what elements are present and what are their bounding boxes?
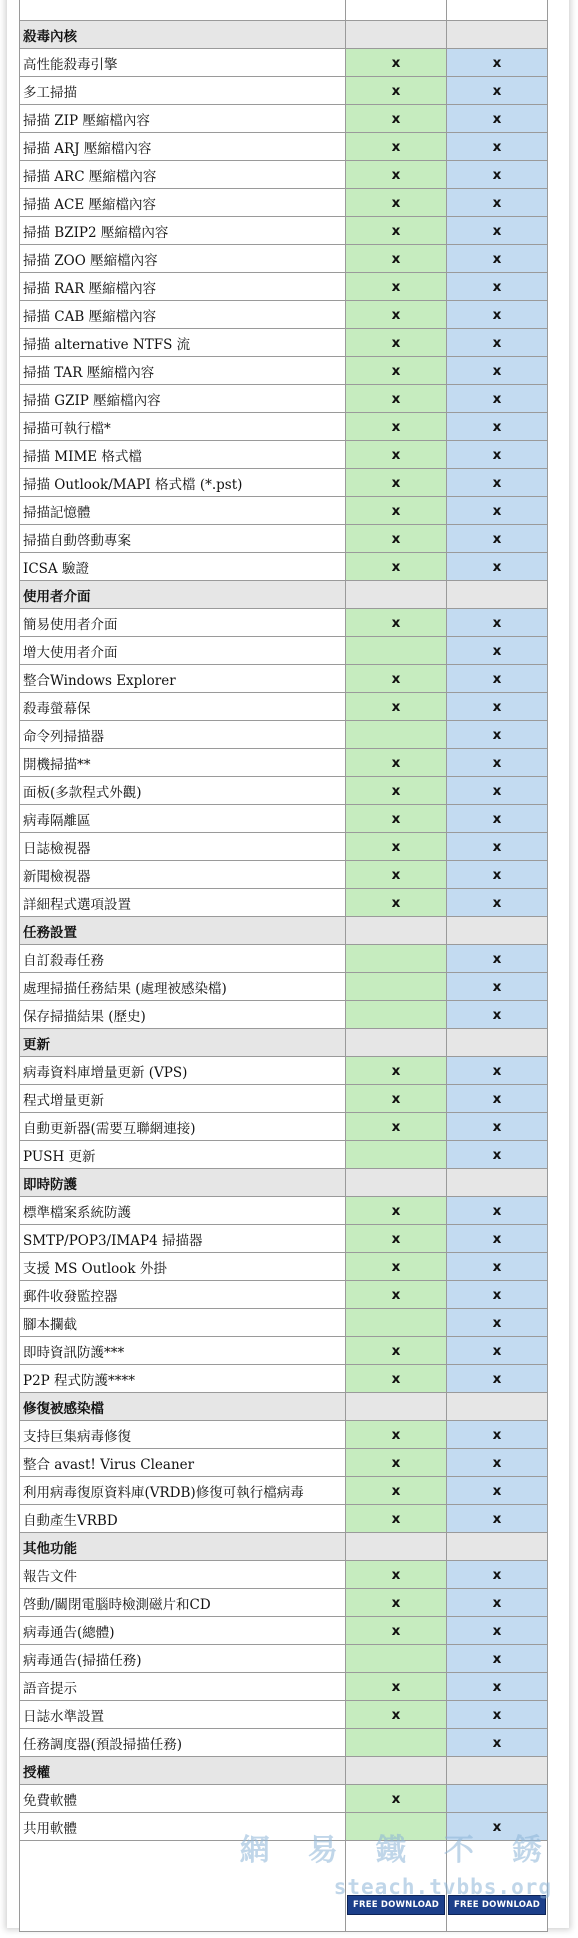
free-edition-mark: x [346, 609, 447, 637]
free-edition-mark [346, 0, 447, 21]
feature-label: 自訂殺毒任務 [20, 945, 346, 973]
pro-edition-mark: x [447, 161, 548, 189]
feature-row [20, 1701, 548, 1729]
pro-edition-mark [447, 581, 548, 609]
pro-edition-mark: x [447, 1337, 548, 1365]
feature-label: 掃描 alternative NTFS 流 [20, 329, 346, 357]
feature-row [20, 217, 548, 245]
free-edition-mark: x [346, 301, 447, 329]
feature-row [20, 1337, 548, 1365]
feature-label: 掃描 RAR 壓縮檔內容 [20, 273, 346, 301]
pro-edition-mark: x [447, 1309, 548, 1337]
pro-edition-mark: x [447, 385, 548, 413]
free-edition-mark: x [346, 777, 447, 805]
section-title: 殺毒內核 [20, 21, 346, 49]
free-edition-mark [346, 1393, 447, 1421]
feature-label: 病毒資料庫增量更新 (VPS) [20, 1057, 346, 1085]
feature-label: 高性能殺毒引擎 [20, 49, 346, 77]
pro-edition-mark: x [447, 1449, 548, 1477]
pro-edition-mark: x [447, 1645, 548, 1673]
free-edition-mark [346, 1813, 447, 1841]
feature-label: 面板(多款程式外觀) [20, 777, 346, 805]
section-header-row [20, 581, 548, 609]
free-edition-mark: x [346, 1701, 447, 1729]
free-edition-mark [346, 1001, 447, 1029]
section-title: 即時防護 [20, 1169, 346, 1197]
free-edition-mark: x [346, 1085, 447, 1113]
feature-label: 病毒通告(掃描任務) [20, 1645, 346, 1673]
feature-label: 語音提示 [20, 1673, 346, 1701]
free-edition-mark: x [346, 665, 447, 693]
feature-row [20, 721, 548, 749]
free-edition-mark: x [346, 385, 447, 413]
feature-row [20, 133, 548, 161]
feature-label: 掃描記憶體 [20, 497, 346, 525]
free-edition-mark: x [346, 833, 447, 861]
pro-edition-mark: x [447, 1729, 548, 1757]
free-edition-mark [346, 917, 447, 945]
feature-row [20, 441, 548, 469]
free-edition-mark: x [346, 217, 447, 245]
pro-edition-mark: x [447, 693, 548, 721]
pro-edition-mark: x [447, 749, 548, 777]
feature-label: 整合 avast! Virus Cleaner [20, 1449, 346, 1477]
pro-edition-mark: x [447, 805, 548, 833]
free-edition-mark [346, 1757, 447, 1785]
feature-row [20, 357, 548, 385]
feature-label: 掃描可執行檔* [20, 413, 346, 441]
feature-label: 自動產生VRBD [20, 1505, 346, 1533]
feature-row [20, 973, 548, 1001]
pro-edition-mark: x [447, 833, 548, 861]
free-edition-mark: x [346, 749, 447, 777]
feature-label: 新聞檢視器 [20, 861, 346, 889]
feature-label: 日誌水準設置 [20, 1701, 346, 1729]
feature-label: 掃描自動啓動專案 [20, 525, 346, 553]
pro-edition-mark: x [447, 1113, 548, 1141]
free-edition-mark: x [346, 49, 447, 77]
feature-label: P2P 程式防護**** [20, 1365, 346, 1393]
pro-edition-mark: x [447, 609, 548, 637]
feature-row [20, 1505, 548, 1533]
feature-row [20, 1421, 548, 1449]
feature-label: 掃描 ZOO 壓縮檔內容 [20, 245, 346, 273]
feature-label: 殺毒螢幕保 [20, 693, 346, 721]
pro-edition-mark: x [447, 357, 548, 385]
pro-edition-mark [447, 1029, 548, 1057]
feature-label: 共用軟體 [20, 1813, 346, 1841]
pro-edition-mark: x [447, 1813, 548, 1841]
free-edition-mark: x [346, 1589, 447, 1617]
section-header-row [20, 1393, 548, 1421]
pro-edition-mark [447, 1533, 548, 1561]
pro-edition-mark [447, 1785, 548, 1813]
feature-row [20, 301, 548, 329]
pro-download-button[interactable]: FREE DOWNLOAD [448, 1895, 546, 1915]
feature-row [20, 1141, 548, 1169]
pro-edition-mark: x [447, 1421, 548, 1449]
free-edition-mark [346, 721, 447, 749]
feature-row [20, 1561, 548, 1589]
feature-row [20, 189, 548, 217]
free-edition-mark: x [346, 357, 447, 385]
free-edition-mark: x [346, 1673, 447, 1701]
pro-edition-mark: x [447, 301, 548, 329]
free-edition-mark [346, 1729, 447, 1757]
pro-edition-mark: x [447, 189, 548, 217]
pro-edition-mark: x [447, 1505, 548, 1533]
feature-label: 任務調度器(預設掃描任務) [20, 1729, 346, 1757]
feature-label [20, 0, 346, 21]
feature-label: 支持巨集病毒修復 [20, 1421, 346, 1449]
feature-row [20, 777, 548, 805]
pro-edition-mark: x [447, 553, 548, 581]
pro-edition-mark: x [447, 245, 548, 273]
feature-label: 啓動/關閉電腦時檢測磁片和CD [20, 1589, 346, 1617]
feature-row [20, 1253, 548, 1281]
pro-edition-mark: x [447, 721, 548, 749]
table-body [20, 0, 548, 1841]
free-edition-mark: x [346, 1421, 447, 1449]
feature-row [20, 49, 548, 77]
feature-row [20, 945, 548, 973]
feature-label: 掃描 ARC 壓縮檔內容 [20, 161, 346, 189]
feature-label: 掃描 ACE 壓縮檔內容 [20, 189, 346, 217]
feature-label: 標準檔案系統防護 [20, 1197, 346, 1225]
pro-edition-mark [447, 1393, 548, 1421]
feature-row [20, 749, 548, 777]
free-edition-mark: x [346, 469, 447, 497]
section-header-row [20, 1169, 548, 1197]
watermark-title: 網 易 鐵 不 銹 [239, 1833, 552, 1868]
feature-row [20, 1001, 548, 1029]
feature-row [20, 1617, 548, 1645]
feature-row [20, 1729, 548, 1757]
feature-label: 免費軟體 [20, 1785, 346, 1813]
feature-label: ICSA 驗證 [20, 553, 346, 581]
feature-label: 命令列掃描器 [20, 721, 346, 749]
free-edition-mark [346, 637, 447, 665]
feature-row [20, 1225, 548, 1253]
feature-row [20, 1085, 548, 1113]
feature-label: 整合Windows Explorer [20, 665, 346, 693]
free-edition-mark: x [346, 1253, 447, 1281]
watermark-url: steach.tvbbs.org [333, 1875, 552, 1899]
pro-edition-mark: x [447, 1085, 548, 1113]
pro-edition-mark: x [447, 1365, 548, 1393]
feature-row [20, 665, 548, 693]
download-row [20, 1841, 548, 1932]
pro-edition-mark: x [447, 973, 548, 1001]
feature-row [20, 469, 548, 497]
free-edition-mark: x [346, 1337, 447, 1365]
pro-edition-mark: x [447, 217, 548, 245]
pro-edition-mark [447, 1169, 548, 1197]
pro-edition-mark: x [447, 77, 548, 105]
section-header-row [20, 917, 548, 945]
section-title: 授權 [20, 1757, 346, 1785]
feature-row [20, 525, 548, 553]
free-edition-mark: x [346, 805, 447, 833]
free-edition-mark: x [346, 1617, 447, 1645]
free-edition-mark: x [346, 693, 447, 721]
pro-download-cell [447, 1841, 548, 1932]
feature-row [20, 1673, 548, 1701]
feature-label: 郵件收發監控器 [20, 1281, 346, 1309]
pro-edition-mark: x [447, 105, 548, 133]
feature-row [20, 161, 548, 189]
pro-edition-mark: x [447, 525, 548, 553]
feature-label: 開機掃描** [20, 749, 346, 777]
pro-edition-mark: x [447, 1617, 548, 1645]
free-edition-mark: x [346, 329, 447, 357]
free-edition-mark: x [346, 1785, 447, 1813]
free-edition-mark: x [346, 1477, 447, 1505]
pro-edition-mark: x [447, 1281, 548, 1309]
feature-label: 掃描 GZIP 壓縮檔內容 [20, 385, 346, 413]
free-edition-mark: x [346, 77, 447, 105]
free-edition-mark: x [346, 861, 447, 889]
feature-label: 掃描 MIME 格式檔 [20, 441, 346, 469]
free-edition-mark: x [346, 1197, 447, 1225]
feature-row [20, 805, 548, 833]
feature-row [20, 105, 548, 133]
pro-edition-mark: x [447, 1225, 548, 1253]
feature-row [20, 1589, 548, 1617]
feature-row [20, 385, 548, 413]
pro-edition-mark: x [447, 1673, 548, 1701]
pro-edition-mark: x [447, 1561, 548, 1589]
free-edition-mark: x [346, 889, 447, 917]
feature-label: 多工掃描 [20, 77, 346, 105]
pro-edition-mark [447, 917, 548, 945]
feature-row [20, 1057, 548, 1085]
feature-row [20, 1477, 548, 1505]
free-edition-mark: x [346, 1505, 447, 1533]
free-edition-mark: x [346, 1365, 447, 1393]
pro-edition-mark: x [447, 1477, 548, 1505]
feature-row [20, 1281, 548, 1309]
free-edition-mark: x [346, 1281, 447, 1309]
feature-row [20, 1813, 548, 1841]
feature-row [20, 77, 548, 105]
feature-label: 掃描 Outlook/MAPI 格式檔 (*.pst) [20, 469, 346, 497]
pro-edition-mark: x [447, 1141, 548, 1169]
free-edition-mark: x [346, 161, 447, 189]
feature-row [20, 693, 548, 721]
pro-edition-mark: x [447, 665, 548, 693]
free-edition-mark: x [346, 105, 447, 133]
feature-label: PUSH 更新 [20, 1141, 346, 1169]
section-title: 其他功能 [20, 1533, 346, 1561]
feature-label: 掃描 CAB 壓縮檔內容 [20, 301, 346, 329]
section-header-row [20, 1533, 548, 1561]
feature-row [20, 245, 548, 273]
free-edition-mark: x [346, 273, 447, 301]
free-edition-mark: x [346, 1113, 447, 1141]
section-header-row [20, 1757, 548, 1785]
feature-row [20, 553, 548, 581]
free-edition-mark [346, 1645, 447, 1673]
feature-label: 掃描 ZIP 壓縮檔內容 [20, 105, 346, 133]
free-edition-mark: x [346, 441, 447, 469]
feature-row [20, 1113, 548, 1141]
feature-row [20, 889, 548, 917]
section-header-row [20, 1029, 548, 1057]
top-spacer-row [20, 0, 548, 21]
feature-label: 簡易使用者介面 [20, 609, 346, 637]
feature-label: 病毒隔離區 [20, 805, 346, 833]
free-edition-mark [346, 945, 447, 973]
pro-edition-mark: x [447, 945, 548, 973]
pro-edition-mark: x [447, 133, 548, 161]
feature-comparison-table [19, 0, 548, 1932]
free-edition-mark [346, 1309, 447, 1337]
feature-label: 腳本攔截 [20, 1309, 346, 1337]
free-edition-mark [346, 581, 447, 609]
free-edition-mark [346, 1029, 447, 1057]
feature-label: SMTP/POP3/IMAP4 掃描器 [20, 1225, 346, 1253]
pro-edition-mark: x [447, 637, 548, 665]
pro-edition-mark: x [447, 861, 548, 889]
free-edition-mark: x [346, 1561, 447, 1589]
free-edition-mark: x [346, 553, 447, 581]
free-edition-mark: x [346, 245, 447, 273]
section-header-row [20, 21, 548, 49]
free-edition-mark [346, 21, 447, 49]
free-edition-mark [346, 1533, 447, 1561]
feature-row [20, 1449, 548, 1477]
pro-edition-mark: x [447, 329, 548, 357]
feature-row [20, 1309, 548, 1337]
free-edition-mark [346, 1169, 447, 1197]
pro-edition-mark: x [447, 777, 548, 805]
free-edition-mark: x [346, 1449, 447, 1477]
feature-label: 病毒通告(總體) [20, 1617, 346, 1645]
feature-label: 支援 MS Outlook 外掛 [20, 1253, 346, 1281]
feature-label: 利用病毒復原資料庫(VRDB)修復可執行檔病毒 [20, 1477, 346, 1505]
pro-edition-mark: x [447, 889, 548, 917]
free-edition-mark: x [346, 189, 447, 217]
pro-edition-mark: x [447, 441, 548, 469]
section-title: 更新 [20, 1029, 346, 1057]
free-edition-mark: x [346, 413, 447, 441]
feature-row [20, 273, 548, 301]
feature-label: 即時資訊防護*** [20, 1337, 346, 1365]
pro-edition-mark: x [447, 273, 548, 301]
pro-edition-mark [447, 1757, 548, 1785]
pro-edition-mark: x [447, 1001, 548, 1029]
feature-label: 報告文件 [20, 1561, 346, 1589]
free-edition-mark: x [346, 497, 447, 525]
free-download-cell [346, 1841, 447, 1932]
free-edition-mark: x [346, 1225, 447, 1253]
feature-label: 自動更新器(需要互聯網連接) [20, 1113, 346, 1141]
pro-edition-mark: x [447, 49, 548, 77]
feature-row [20, 329, 548, 357]
feature-row [20, 497, 548, 525]
download-row-label [20, 1841, 346, 1932]
feature-label: 保存掃描結果 (歷史) [20, 1001, 346, 1029]
pro-edition-mark: x [447, 1197, 548, 1225]
feature-row [20, 861, 548, 889]
pro-edition-mark: x [447, 469, 548, 497]
free-download-button[interactable]: FREE DOWNLOAD [347, 1895, 445, 1915]
feature-label: 增大使用者介面 [20, 637, 346, 665]
feature-label: 掃描 BZIP2 壓縮檔內容 [20, 217, 346, 245]
pro-edition-mark: x [447, 1057, 548, 1085]
pro-edition-mark: x [447, 1701, 548, 1729]
pro-edition-mark [447, 21, 548, 49]
pro-edition-mark: x [447, 1589, 548, 1617]
feature-label: 程式增量更新 [20, 1085, 346, 1113]
free-edition-mark [346, 1141, 447, 1169]
feature-label: 日誌檢視器 [20, 833, 346, 861]
pro-edition-mark [447, 0, 548, 21]
feature-row [20, 637, 548, 665]
feature-row [20, 609, 548, 637]
feature-row [20, 1365, 548, 1393]
section-title: 修復被感染檔 [20, 1393, 346, 1421]
feature-row [20, 413, 548, 441]
section-title: 任務設置 [20, 917, 346, 945]
section-title: 使用者介面 [20, 581, 346, 609]
free-edition-mark: x [346, 133, 447, 161]
feature-row [20, 833, 548, 861]
feature-row [20, 1197, 548, 1225]
free-edition-mark: x [346, 525, 447, 553]
pro-edition-mark: x [447, 413, 548, 441]
pro-edition-mark: x [447, 1253, 548, 1281]
feature-row [20, 1785, 548, 1813]
free-edition-mark: x [346, 1057, 447, 1085]
free-edition-mark [346, 973, 447, 1001]
feature-label: 處理掃描任務結果 (處理被感染檔) [20, 973, 346, 1001]
feature-label: 詳細程式選項設置 [20, 889, 346, 917]
feature-label: 掃描 ARJ 壓縮檔內容 [20, 133, 346, 161]
feature-row [20, 1645, 548, 1673]
feature-label: 掃描 TAR 壓縮檔內容 [20, 357, 346, 385]
pro-edition-mark: x [447, 497, 548, 525]
